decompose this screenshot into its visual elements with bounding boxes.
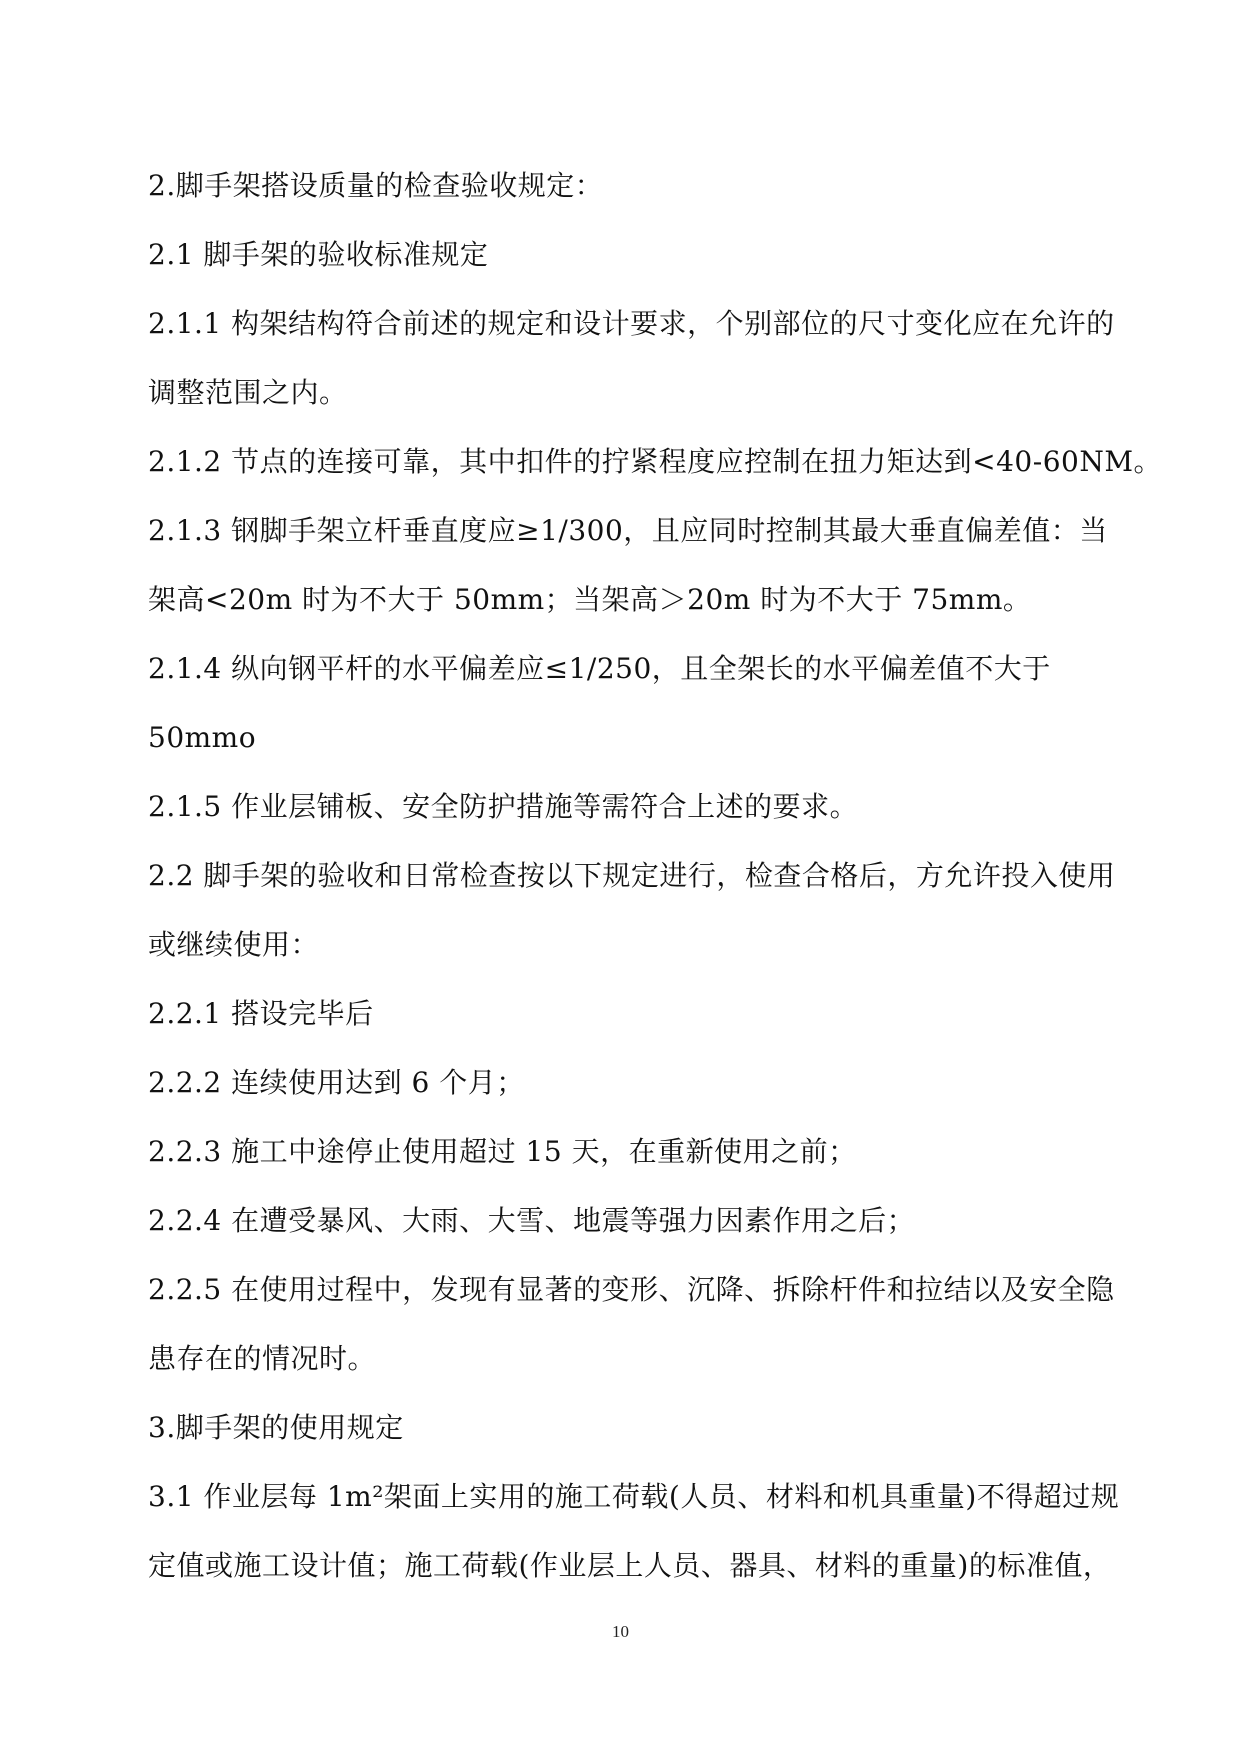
text-line: 2.1.3 钢脚手架立杆垂直度应≥1/300，且应同时控制其最大垂直偏差值：当: [148, 514, 1108, 547]
text-line: 患存在的情况时。: [148, 1342, 377, 1375]
text-line: 2.2.2 连续使用达到 6 个月；: [148, 1066, 525, 1099]
text-line: 架高<20m 时为不大于 50mm；当架高＞20m 时为不大于 75mm。: [148, 583, 1032, 616]
text-line: 2.1.2 节点的连接可靠，其中扣件的拧紧程度应控制在扭力矩达到<40-60NM。: [148, 445, 1162, 478]
text-line: 3.脚手架的使用规定: [148, 1411, 404, 1444]
text-line: 2.1 脚手架的验收标准规定: [148, 238, 489, 271]
text-line: 定值或施工设计值；施工荷载(作业层上人员、器具、材料的重量)的标准值，: [148, 1549, 1112, 1582]
text-line: 2.2.5 在使用过程中，发现有显著的变形、沉降、拆除杆件和拉结以及安全隐: [148, 1273, 1115, 1306]
text-line: 2.脚手架搭设质量的检查验收规定：: [148, 169, 604, 202]
page-number: 10: [612, 1622, 629, 1641]
text-line: 或继续使用：: [148, 928, 320, 961]
text-line: 2.2 脚手架的验收和日常检查按以下规定进行，检查合格后，方允许投入使用: [148, 859, 1116, 892]
text-line: 2.2.4 在遭受暴风、大雨、大雪、地震等强力因素作用之后；: [148, 1204, 916, 1237]
text-line: 调整范围之内。: [148, 376, 348, 409]
text-line: 2.1.5 作业层铺板、安全防护措施等需符合上述的要求。: [148, 790, 859, 823]
text-line: 3.1 作业层每 1m²架面上实用的施工荷载(人员、材料和机具重量)不得超过规: [148, 1480, 1120, 1513]
text-line: 50mmo: [148, 721, 257, 754]
text-line: 2.1.1 构架结构符合前述的规定和设计要求，个别部位的尺寸变化应在允许的: [148, 307, 1115, 340]
text-line: 2.2.3 施工中途停止使用超过 15 天，在重新使用之前；: [148, 1135, 857, 1168]
text-line: 2.2.1 搭设完毕后: [148, 997, 374, 1030]
text-line: 2.1.4 纵向钢平杆的水平偏差应≤1/250，且全架长的水平偏差值不大于: [148, 652, 1051, 685]
